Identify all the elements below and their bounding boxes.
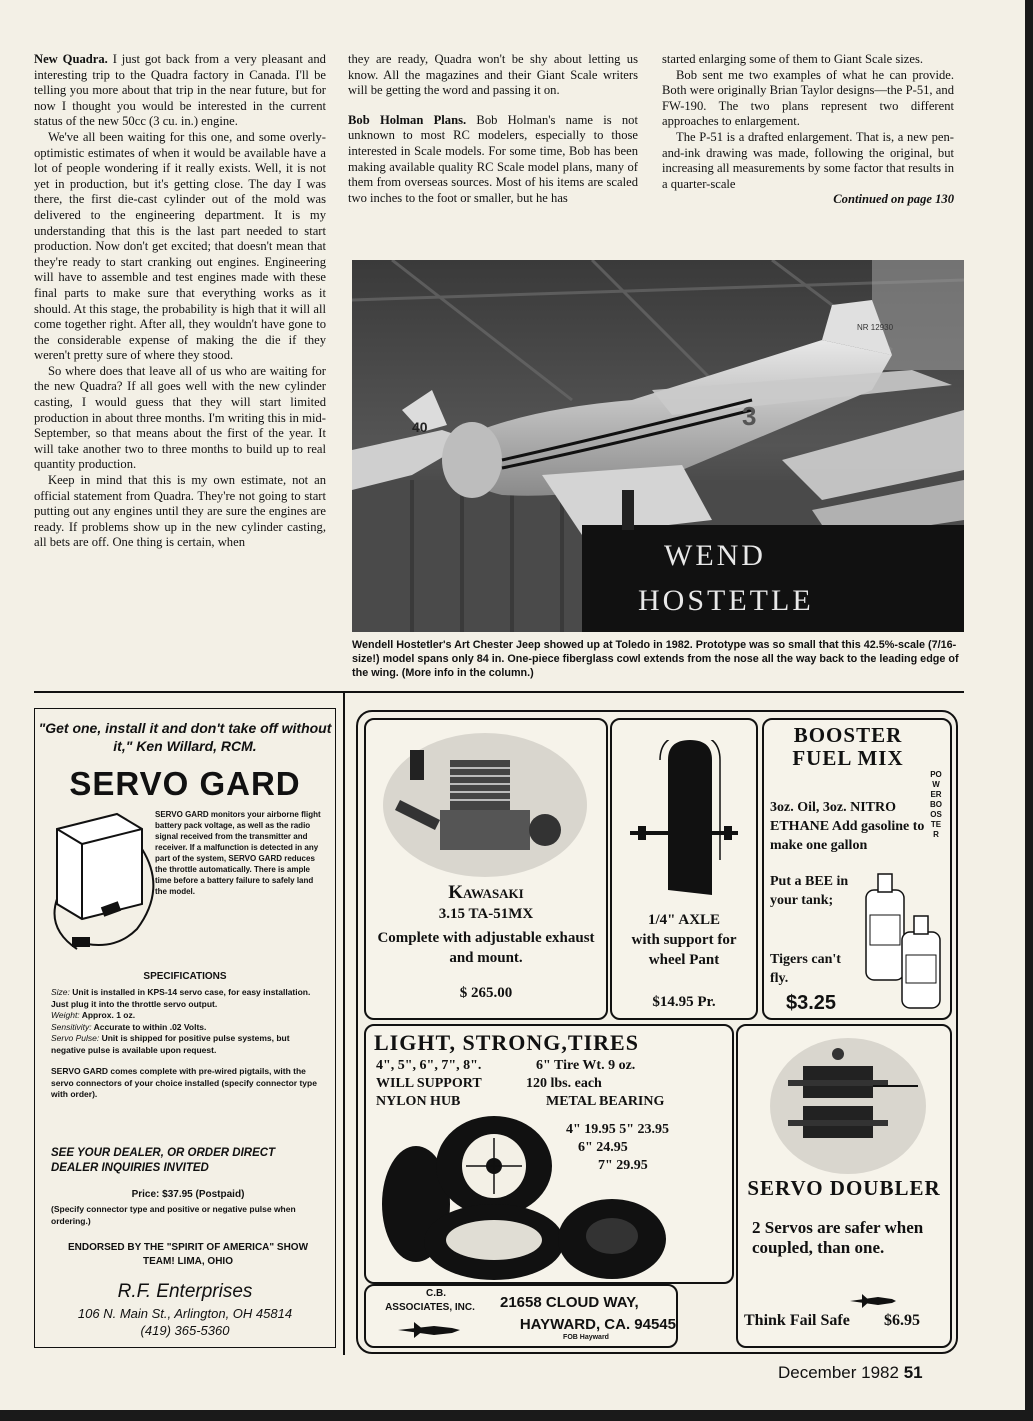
company-name: R.F. Enterprises xyxy=(117,1281,253,1302)
spec-label: Servo Pulse: xyxy=(51,1033,100,1043)
ad-description: SERVO GARD monitors your airborne flight battery pack voltage, as well as the radio signal received from the transmitter and receiver. If a malfunction is detected in any part of the system, SERVO GARD reduces the throttle automatically. There is ample time before a battery failure to safely land the model. xyxy=(155,810,321,896)
booster-tigers: Tigers can't fly. xyxy=(770,952,841,986)
sign-line-2: HOSTETLE xyxy=(638,584,814,617)
company-name: ASSOCIATES, INC. xyxy=(385,1302,475,1313)
company-address-2: HAYWARD, CA. 94545 xyxy=(519,1316,676,1333)
section-heading: New Quadra. xyxy=(34,52,108,66)
airplane-photo xyxy=(352,260,964,632)
fin-number: 40 xyxy=(412,419,428,435)
kawasaki-model: 3.15 TA-51MX xyxy=(438,906,534,922)
servo-gard-unit-icon xyxy=(47,809,157,959)
plane-logo-icon xyxy=(394,1320,464,1340)
specifications-list xyxy=(51,987,325,1101)
tires-price-1: 4" 19.95 5" 23.95 xyxy=(566,1122,670,1137)
axle-box xyxy=(610,718,758,1020)
spec-item xyxy=(51,1010,325,1022)
spec-value: Unit is installed in KPS-14 servo case, for easy installation. Just plug it into the throttle servo output. xyxy=(51,987,311,1009)
price-note: (Specify connector type and positive or negative pulse when ordering.) xyxy=(51,1204,296,1226)
paragraph-text: I just got back from a very pleasant and interesting trip to the Quadra factory in Canada. I'll be telling you more about that trip in the near future, but for now I thought you would be interested in the current status of the new 50cc (3 cu. in.) engine. xyxy=(34,52,326,129)
booster-price: $3.25 xyxy=(786,992,837,1014)
tail-registration: NR 12930 xyxy=(857,323,894,332)
paragraph-text: Bob Holman's name is not unknown to most RC modelers, especially to those interested in Scale models. For some time, Bob has been making available quality RC Scale model plans, many of them from overseas sources. Most of his items are scaled two inches to the foot or smaller, but he has xyxy=(348,112,638,205)
doubler-title: SERVO DOUBLER xyxy=(747,1176,941,1200)
spec-value: Accurate to within .02 Volts. xyxy=(93,1021,207,1032)
ad-price: Price: $37.95 (Postpaid) xyxy=(131,1189,245,1200)
plane-logo-icon xyxy=(848,1292,898,1310)
tires-hub: NYLON HUB xyxy=(376,1094,461,1109)
axle-icon xyxy=(620,740,748,895)
kawasaki-price: $ 265.00 xyxy=(459,985,513,1001)
spec-value: Approx. 1 oz. xyxy=(81,1010,136,1020)
article-column-1 xyxy=(34,52,326,551)
dealer-note: SEE YOUR DEALER, OR ORDER DIRECT DEALER INQUIRIES INVITED xyxy=(51,1147,276,1174)
tires-price-3: 7" 29.95 xyxy=(598,1158,648,1173)
page-number: 51 xyxy=(903,1363,923,1382)
tires-box xyxy=(364,1024,734,1284)
booster-description: 3oz. Oil, 3oz. NITRO ETHANE Add gasoline to make one gallon xyxy=(770,800,925,853)
phone-number: (419) 365-5360 xyxy=(140,1323,230,1338)
fob-note: FOB Hayward xyxy=(563,1334,609,1341)
cb-associates-ad xyxy=(356,710,958,1354)
paragraph xyxy=(34,52,326,130)
engine-icon xyxy=(380,730,590,880)
pigtails-note: SERVO GARD comes complete with pre-wired pigtails, with the servo connectors of your choice installed (specify connector type with order). xyxy=(51,1066,317,1099)
ad-quote: "Get one, install it and don't take off without it," Ken Willard, RCM. xyxy=(38,720,332,754)
article-column-2 xyxy=(348,52,638,206)
spec-item xyxy=(51,1033,325,1056)
paragraph: Bob sent me two examples of what he can provide. Both were originally Brian Taylor designs—the P-51, and FW-190. The two plans represent two different approaches to enlargement. xyxy=(662,67,954,129)
fuel-bottles-icon xyxy=(862,870,948,1010)
kawasaki-engine-box xyxy=(364,718,608,1020)
tires-icon xyxy=(376,1114,676,1280)
spec-value: Unit is shipped for positive pulse systems, but negative pulse is available upon request. xyxy=(51,1033,290,1055)
race-number: 3 xyxy=(742,401,757,431)
address-line: 106 N. Main St., Arlington, OH 45814 xyxy=(77,1306,293,1321)
company-initials: C.B. xyxy=(426,1288,446,1299)
section-heading: Bob Holman Plans. xyxy=(348,112,467,127)
paragraph: We've all been waiting for this one, and some overly-optimistic estimates of when it would be available have a lot of people wondering if it really exists. Well, it is not yet in production, but it's getting close. The day I was there, the first die-cast cylinder out of the mold was delivered to the engineering department. It is my understanding that this is the last part needed to start production. Now don't get excited; that doesn't mean that they're ready to start cranking out engines. Engineering will have to assemble and test engines made with these final parts to make sure that everything works as it should. At this stage, the probability is high that it will all come together right. After all, they wouldn't have gone to the considerable expense of making the die if they weren't pretty sure of where they stood. xyxy=(34,129,326,363)
tires-sizes: 4", 5", 6", 7", 8". xyxy=(376,1058,482,1073)
spec-item xyxy=(51,987,325,1010)
axle-description: with support for wheel Pant xyxy=(631,932,737,968)
company-box xyxy=(364,1284,678,1348)
tires-bearing: METAL BEARING xyxy=(546,1094,665,1109)
tires-price-2: 6" 24.95 xyxy=(578,1140,628,1155)
booster-bee: Put a BEE in your tank; xyxy=(770,874,849,908)
tires-support: WILL SUPPORT xyxy=(376,1076,482,1091)
doubler-tagline: Think Fail Safe xyxy=(744,1312,850,1329)
spec-item xyxy=(51,1022,325,1034)
page-footer xyxy=(778,1363,923,1383)
doubler-description: 2 Servos are safer when coupled, than one. xyxy=(752,1218,924,1257)
company-address xyxy=(35,1305,335,1339)
tires-weight: 6" Tire Wt. 9 oz. xyxy=(536,1058,636,1073)
specifications-heading: SPECIFICATIONS xyxy=(143,971,227,982)
servo-doubler-box xyxy=(736,1024,952,1348)
continued-note: Continued on page 130 xyxy=(833,192,954,207)
tires-capacity: 120 lbs. each xyxy=(526,1076,602,1091)
paragraph: started enlarging some of them to Giant Scale sizes. xyxy=(662,52,924,66)
article-column-3 xyxy=(662,52,954,208)
kawasaki-description: Complete with adjustable exhaust and mount. xyxy=(377,930,595,966)
axle-price: $14.95 Pr. xyxy=(652,994,716,1010)
servo-gard-ad xyxy=(34,708,336,1348)
tires-title: LIGHT, STRONG,TIRES xyxy=(374,1030,639,1055)
booster-side-label: POWER BOOSTER xyxy=(930,770,942,839)
ad-brand: SERVO GARD xyxy=(69,765,301,802)
company-address-1: 21658 CLOUD WAY, xyxy=(500,1294,639,1311)
kawasaki-title: Kawasaki xyxy=(448,882,524,903)
spec-label: Sensitivity: xyxy=(51,1021,92,1032)
issue-date: December 1982 xyxy=(778,1363,899,1382)
paragraph xyxy=(348,113,638,207)
booster-fuel-box xyxy=(762,718,952,1020)
photo-caption: Wendell Hostetler's Art Chester Jeep showed up at Toledo in 1982. Prototype was so small that this 42.5%-scale (7/16-size!) model spans only 84 in. One-piece fiberglass cowl extends from the nose all the way back to the leading edge of the wing. (More info in the column.) xyxy=(352,639,959,679)
airplane-illustration xyxy=(352,260,964,632)
booster-title: BOOSTER FUEL MIX xyxy=(792,723,904,770)
divider xyxy=(34,691,964,693)
spec-label: Size: xyxy=(51,987,70,997)
divider xyxy=(343,693,345,1355)
endorsement: ENDORSED BY THE "SPIRIT OF AMERICA" SHOW TEAM! LIMA, OHIO xyxy=(67,1242,309,1267)
paragraph: Keep in mind that this is my own estimate, not an official statement from Quadra. They're not going to start putting out any engines until they are sure the engines are ready. If problems show up in the new cylinder casting, all bets are off. One thing is certain, when xyxy=(34,473,326,550)
spec-label: Weight: xyxy=(51,1010,80,1020)
sign-line-1: WEND xyxy=(664,539,766,572)
paragraph: The P-51 is a drafted enlargement. That is, a new pen-and-ink drawing was made, following the original, but increasing all measurements by some factor that results in a quarter-scale xyxy=(662,129,954,191)
servo-doubler-icon xyxy=(768,1036,928,1176)
paragraph: they are ready, Quadra won't be shy about letting us know. All the magazines and their Giant Scale writers will be getting the word and passing it on. xyxy=(348,52,638,98)
paragraph: So where does that leave all of us who are waiting for the new Quadra? If all goes well with the new cylinder casting, I would guess that they will start limited production in about three months. I'm writing this in mid-September, so that means about the first of the year. It will take another two to three months to build up to real quantity production. xyxy=(34,363,326,472)
doubler-price: $6.95 xyxy=(884,1312,920,1329)
axle-title: 1/4" AXLE xyxy=(647,912,721,928)
